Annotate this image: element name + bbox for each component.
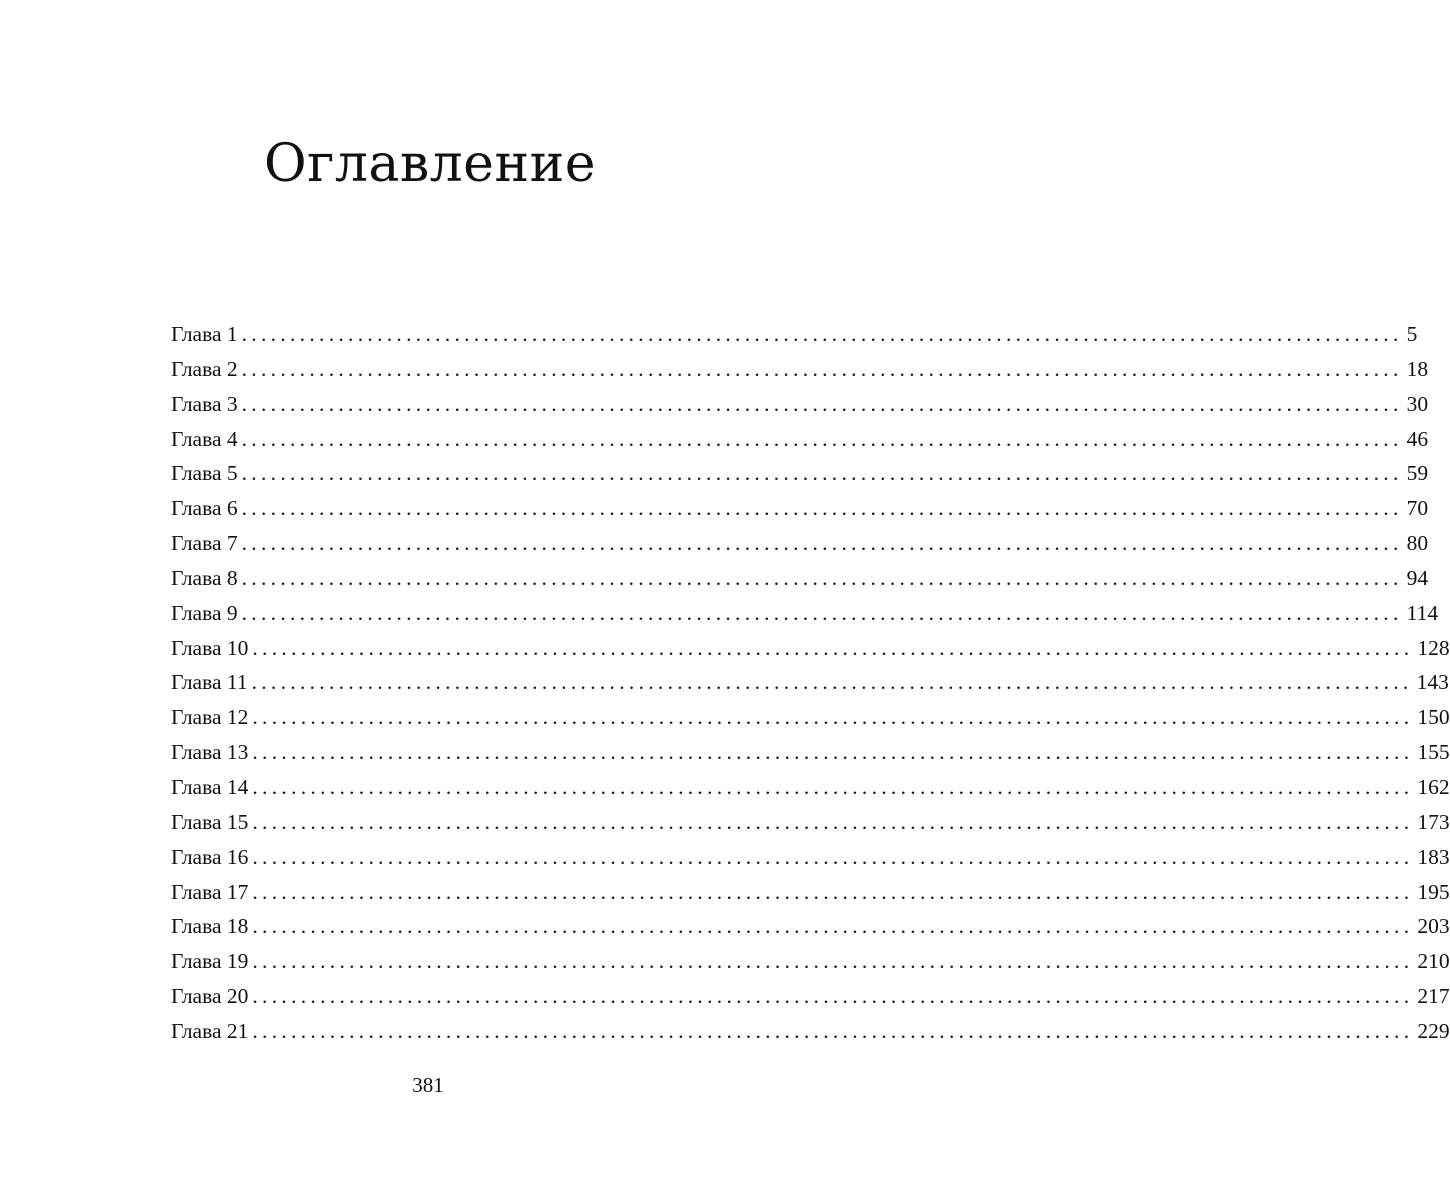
toc-dot-leader: ........................................................................................................................ xyxy=(241,600,1403,625)
toc-dot-leader: ........................................................................................................................ xyxy=(252,879,1414,904)
toc-entry-label: Глава 15 xyxy=(171,809,249,834)
toc-dot-leader: ........................................................................................................................ xyxy=(252,1018,1414,1043)
toc-entry-page: 229 xyxy=(1417,1018,1450,1043)
toc-entry-page: 173 xyxy=(1417,809,1450,834)
toc-entry-page: 18 xyxy=(1406,356,1429,381)
toc-entry-label: Глава 19 xyxy=(171,949,249,974)
toc-entry xyxy=(171,317,1418,352)
toc-entry-page: 150 xyxy=(1417,705,1450,730)
toc-entry-label: Глава 11 xyxy=(171,670,248,695)
toc-entry xyxy=(171,700,1450,735)
toc-entry-label: Глава 3 xyxy=(171,391,238,416)
toc-entry-label: Глава 1 xyxy=(171,322,238,346)
toc-entry xyxy=(171,735,1450,770)
toc-entry xyxy=(171,561,1429,596)
toc-entry-page: 183 xyxy=(1417,844,1450,869)
toc-entry-label: Глава 14 xyxy=(171,774,249,799)
toc-entry-page: 162 xyxy=(1417,774,1450,799)
toc-entry-page: 94 xyxy=(1406,565,1429,590)
toc-entry-page: 46 xyxy=(1406,426,1429,451)
toc-dot-leader: ........................................................................................................................ xyxy=(252,844,1414,869)
toc-entry-label: Глава 2 xyxy=(171,356,238,381)
toc-entry-page: 70 xyxy=(1406,496,1429,521)
toc-entry-label: Глава 10 xyxy=(171,635,249,660)
toc-entry-page: 5 xyxy=(1406,322,1418,346)
toc-entry-label: Глава 5 xyxy=(171,461,238,486)
toc-entry-page: 128 xyxy=(1417,635,1450,660)
toc-entry-label: Глава 8 xyxy=(171,565,238,590)
toc-entry-label: Глава 21 xyxy=(171,1018,249,1043)
toc-entry xyxy=(171,875,1450,910)
toc-dot-leader: ........................................................................................................................ xyxy=(252,949,1414,974)
toc-entry-page: 30 xyxy=(1406,391,1429,416)
toc-dot-leader: ........................................................................................................................ xyxy=(241,426,1403,451)
toc-entry-label: Глава 20 xyxy=(171,984,249,1009)
toc-dot-leader: ........................................................................................................................ xyxy=(241,391,1403,416)
toc-entry xyxy=(171,631,1450,666)
toc-entry xyxy=(171,979,1450,1014)
toc-entry xyxy=(171,456,1429,491)
toc-entry xyxy=(171,840,1450,875)
toc-entry xyxy=(171,665,1449,700)
toc-entry-label: Глава 17 xyxy=(171,879,249,904)
toc-dot-leader: ........................................................................................................................ xyxy=(252,914,1414,939)
toc-entry xyxy=(171,422,1429,457)
toc-dot-leader: ........................................................................................................................ xyxy=(252,984,1414,1009)
toc-entry-page: 80 xyxy=(1406,531,1429,556)
toc-entry-page: 143 xyxy=(1416,670,1449,695)
toc-entry xyxy=(171,596,1439,631)
page-number: 381 xyxy=(412,1073,444,1097)
toc-dot-leader: ........................................................................................................................ xyxy=(241,322,1403,346)
toc-entry xyxy=(171,1014,1450,1049)
toc-entry-page: 114 xyxy=(1406,600,1439,625)
toc-dot-leader: ........................................................................................................................ xyxy=(252,809,1414,834)
toc-dot-leader: ........................................................................................................................ xyxy=(241,356,1403,381)
page-title: Оглавление xyxy=(263,134,597,194)
toc-dot-leader: ........................................................................................................................ xyxy=(241,461,1403,486)
toc-dot-leader: ........................................................................................................................ xyxy=(241,531,1403,556)
toc-entry-label: Глава 16 xyxy=(171,844,249,869)
toc-dot-leader: ........................................................................................................................ xyxy=(241,565,1403,590)
toc-entry-page: 195 xyxy=(1417,879,1450,904)
toc-entry xyxy=(171,944,1450,979)
table-of-contents xyxy=(171,317,1450,1049)
toc-entry-page: 203 xyxy=(1417,914,1450,939)
toc-entry xyxy=(171,526,1429,561)
toc-entry xyxy=(171,352,1429,387)
toc-entry xyxy=(171,387,1429,422)
toc-entry-label: Глава 6 xyxy=(171,496,238,521)
toc-entry-label: Глава 12 xyxy=(171,705,249,730)
toc-entry-label: Глава 7 xyxy=(171,531,238,556)
toc-entry-page: 210 xyxy=(1417,949,1450,974)
toc-dot-leader: ........................................................................................................................ xyxy=(252,635,1414,660)
toc-entry-label: Глава 4 xyxy=(171,426,238,451)
toc-entry-label: Глава 9 xyxy=(171,600,238,625)
toc-entry-label: Глава 18 xyxy=(171,914,249,939)
toc-dot-leader: ........................................................................................................................ xyxy=(252,740,1414,765)
toc-entry-page: 59 xyxy=(1406,461,1429,486)
toc-entry xyxy=(171,909,1450,944)
toc-dot-leader: ........................................................................................................................ xyxy=(252,774,1414,799)
toc-dot-leader: ........................................................................................................................ xyxy=(251,670,1413,695)
toc-entry-page: 217 xyxy=(1417,984,1450,1009)
toc-entry-label: Глава 13 xyxy=(171,740,249,765)
toc-dot-leader: ........................................................................................................................ xyxy=(252,705,1414,730)
toc-entry xyxy=(171,491,1429,526)
toc-entry xyxy=(171,770,1450,805)
toc-dot-leader: ........................................................................................................................ xyxy=(241,496,1403,521)
toc-entry xyxy=(171,805,1450,840)
toc-entry-page: 155 xyxy=(1417,740,1450,765)
